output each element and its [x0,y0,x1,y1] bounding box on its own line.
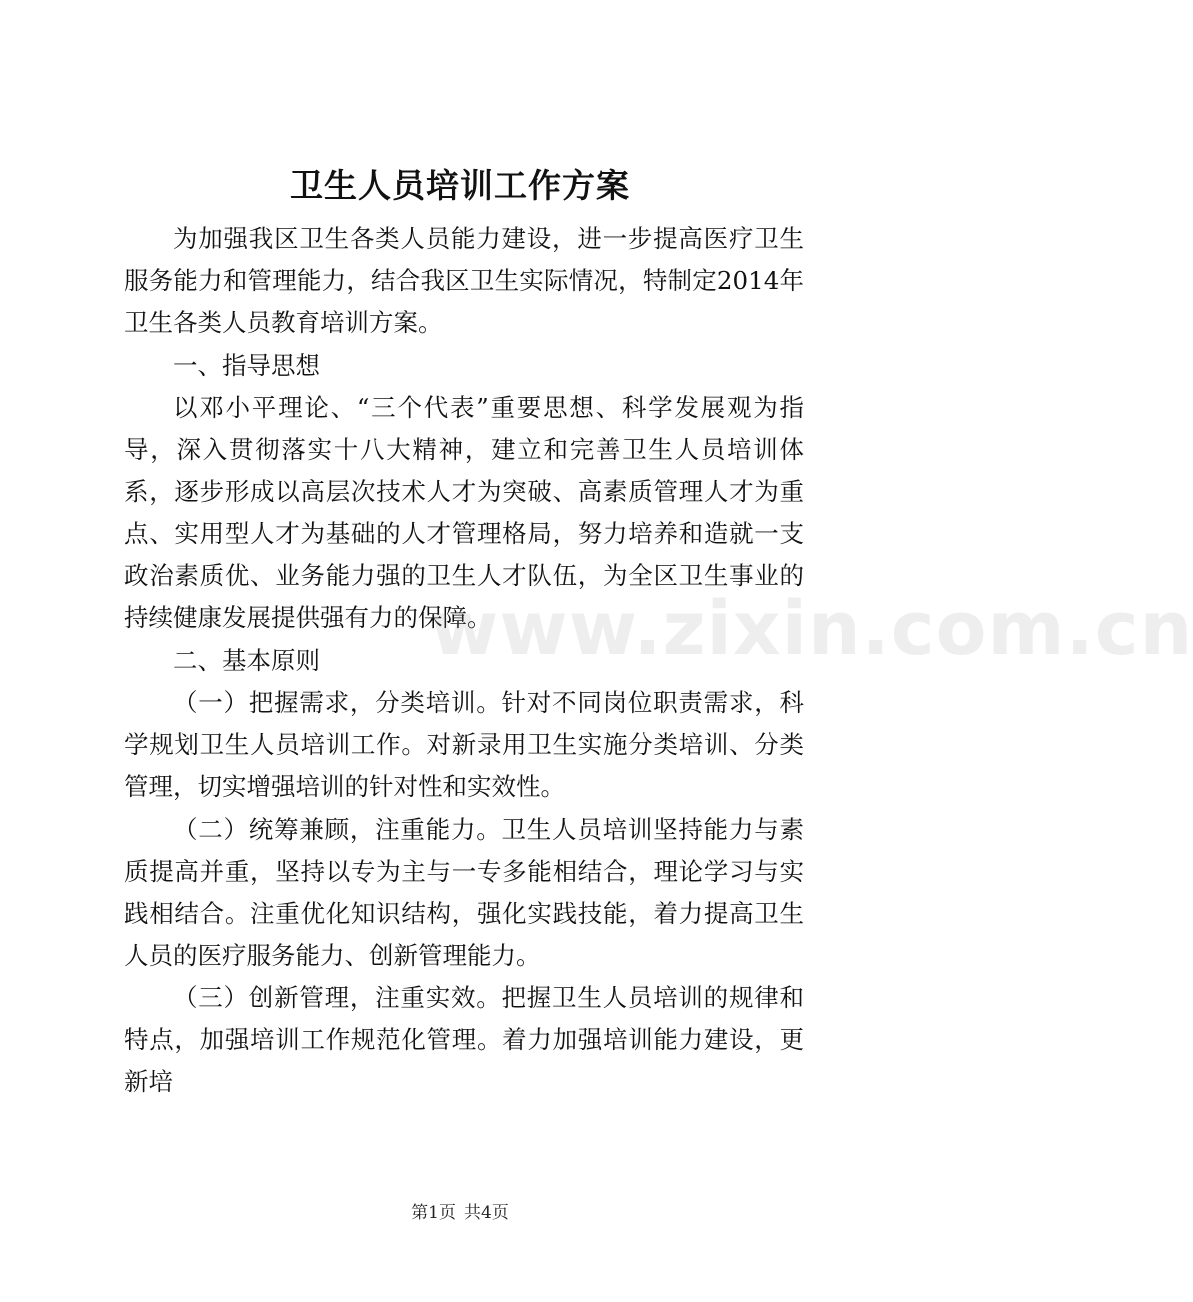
watermark: www.zixin.com.cn [430,586,1193,672]
document-title: 卫生人员培训工作方案 [290,166,630,205]
paragraph-guiding-ideology: 以邓小平理论、“三个代表”重要思想、科学发展观为指导，深入贯彻落实十八大精神，建立和完善卫生人员培训体系，逐步形成以高层次技术人才为突破、高素质管理人才为重点、实用型人才为基础的人才管理格局，努力培养和造就一支政治素质优、业务能力强的卫生人才队伍，为全区卫生事业的持续健康发展提供强有力的保障。 [124,393,804,632]
heading-guiding-ideology: 一、指导思想 [173,350,320,380]
page-footer [0,1200,920,1226]
page-number: 第1页 [411,1203,456,1223]
paragraph-principle-3: （三）创新管理，注重实效。把握卫生人员培训的规律和特点，加强培训工作规范化管理。着力加强培训能力建设，更新培 [124,983,804,1096]
heading-basic-principles: 二、基本原则 [173,645,320,675]
document-body [124,218,804,1104]
paragraph-principle-2: （二）统筹兼顾，注重能力。卫生人员培训坚持能力与素质提高并重，坚持以专为主与一专多能相结合，理论学习与实践相结合。注重优化知识结构，强化实践技能，着力提高卫生人员的医疗服务能力、创新管理能力。 [124,814,804,970]
page-total: 共4页 [464,1203,509,1223]
paragraph-principle-1: （一）把握需求，分类培训。针对不同岗位职责需求，科学规划卫生人员培训工作。对新录用卫生实施分类培训、分类管理，切实增强培训的针对性和实效性。 [124,688,804,801]
paragraph-intro: 为加强我区卫生各类人员能力建设，进一步提高医疗卫生服务能力和管理能力，结合我区卫生实际情况，特制定2014年卫生各类人员教育培训方案。 [124,224,804,337]
